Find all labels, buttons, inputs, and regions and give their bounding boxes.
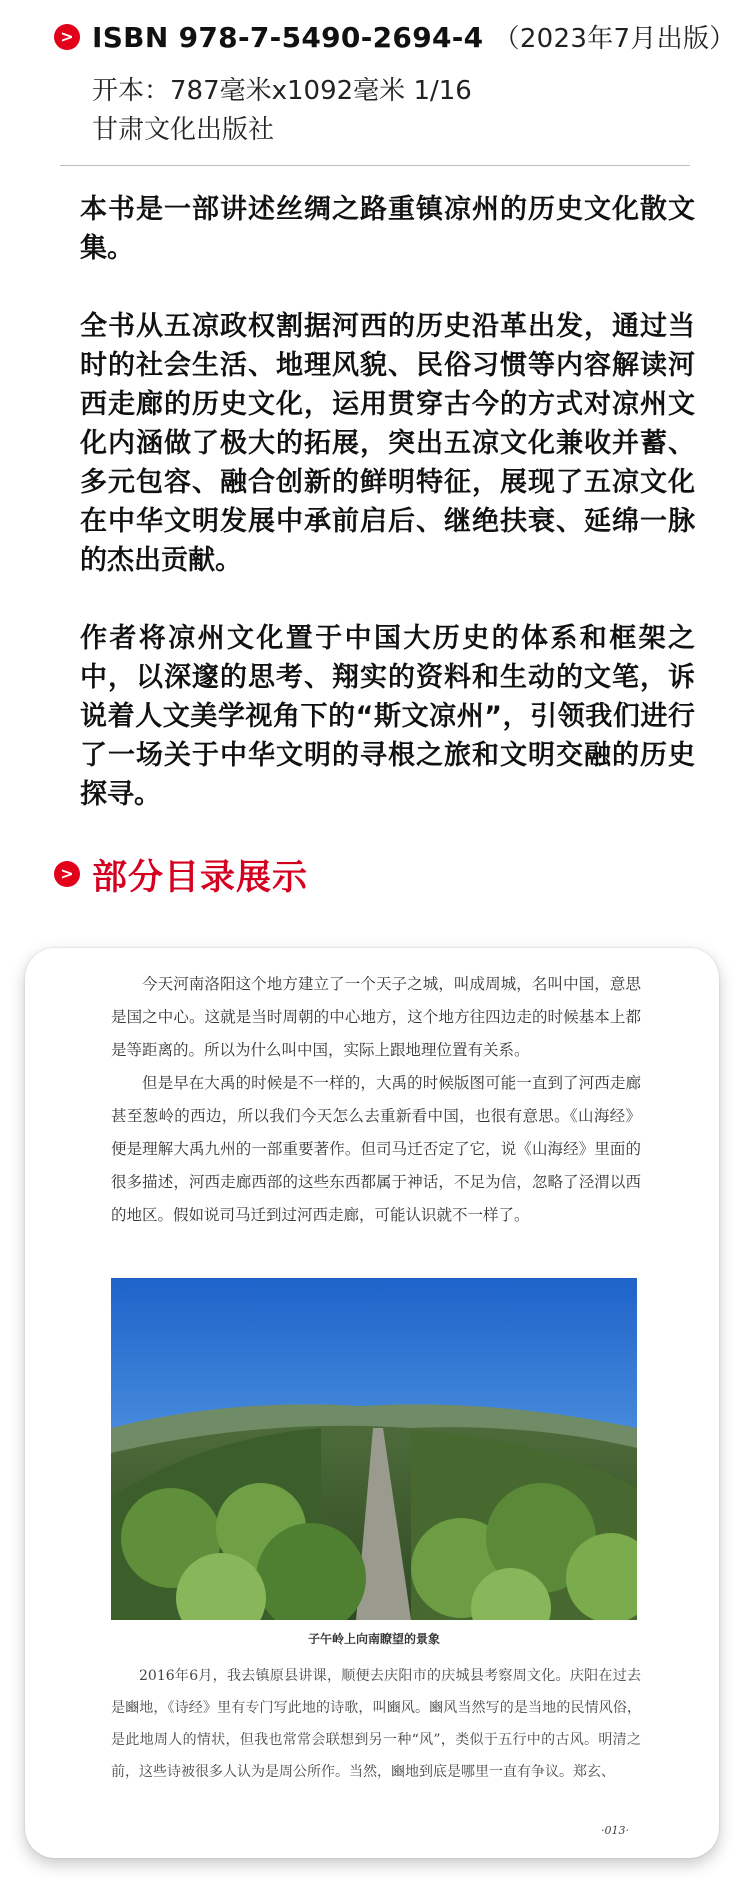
divider <box>60 165 690 166</box>
chevron-right-icon: > <box>54 861 80 887</box>
photo-caption: 子午岭上向南瞭望的景象 <box>307 1632 440 1646</box>
landscape-photo <box>111 1278 637 1620</box>
book-description <box>80 190 695 853</box>
sample-page-text <box>111 968 641 1232</box>
description-paragraph: 本书是一部讲述丝绸之路重镇凉州的历史文化散文集。 <box>80 194 695 264</box>
page-number: ·013· <box>601 1824 629 1837</box>
sample-paragraph: 2016年6月，我去镇原县讲课，顺便去庆阳市的庆城县考察周文化。庆阳在过去是豳地，《诗经》里有专门写此地的诗歌，叫豳风。豳风当然写的是当地的民情风俗，是此地周人的情状，但我也常常会联想到另一种“风”，类似于五行中的古风。明清之前，这些诗被很多人认为是周公所作。当然，豳地到底是哪里一直有争议。郑玄、 <box>111 1668 641 1780</box>
chevron-right-icon: > <box>54 24 80 50</box>
publisher: 甘肃文化出版社 <box>92 115 275 145</box>
sample-paragraph: 今天河南洛阳这个地方建立了一个天子之城，叫成周城，名叫中国，意思是国之中心。这就是当时周朝的中心地方，这个地方往四边走的时候基本上都是等距离的。所以为什么叫中国，实际上跟地理位置有关系。 <box>111 975 641 1059</box>
book-format: 开本：787毫米x1092毫米 1/16 <box>92 76 472 106</box>
sample-paragraph: 但是早在大禹的时候是不一样的，大禹的时候版图可能一直到了河西走廊甚至葱岭的西边，所以我们今天怎么去重新看中国，也很有意思。《山海经》便是理解大禹九州的一部重要著作。但司马迁否定了它，说《山海经》里面的很多描述，河西走廊西部的这些东西都属于神话，不足为信，忽略了泾渭以西的地区。假如说司马迁到过河西走廊，可能认识就不一样了。 <box>111 1074 641 1224</box>
description-paragraph: 全书从五凉政权割据河西的历史沿革出发，通过当时的社会生活、地理风貌、民俗习惯等内容解读河西走廊的历史文化，运用贯穿古今的方式对凉州文化内涵做了极大的拓展，突出五凉文化兼收并蓄、多元包容、融合创新的鲜明特征，展现了五凉文化在中华文明发展中承前启后、继绝扶衰、延绵一脉的杰出贡献。 <box>80 311 695 576</box>
section-title: 部分目录展示 <box>92 858 309 898</box>
sample-page-text-continued <box>111 1660 641 1788</box>
publish-date: （2023年7月出版） <box>493 24 736 54</box>
isbn-line <box>92 18 736 55</box>
isbn-number: ISBN 978-7-5490-2694-4 <box>92 21 484 54</box>
description-paragraph: 作者将凉州文化置于中国大历史的体系和框架之中，以深邃的思考、翔实的资料和生动的文笔，诉说着人文美学视角下的“斯文凉州”，引领我们进行了一场关于中华文明的寻根之旅和文明交融的历史探寻。 <box>80 623 695 810</box>
sample-page-card <box>25 948 719 1858</box>
